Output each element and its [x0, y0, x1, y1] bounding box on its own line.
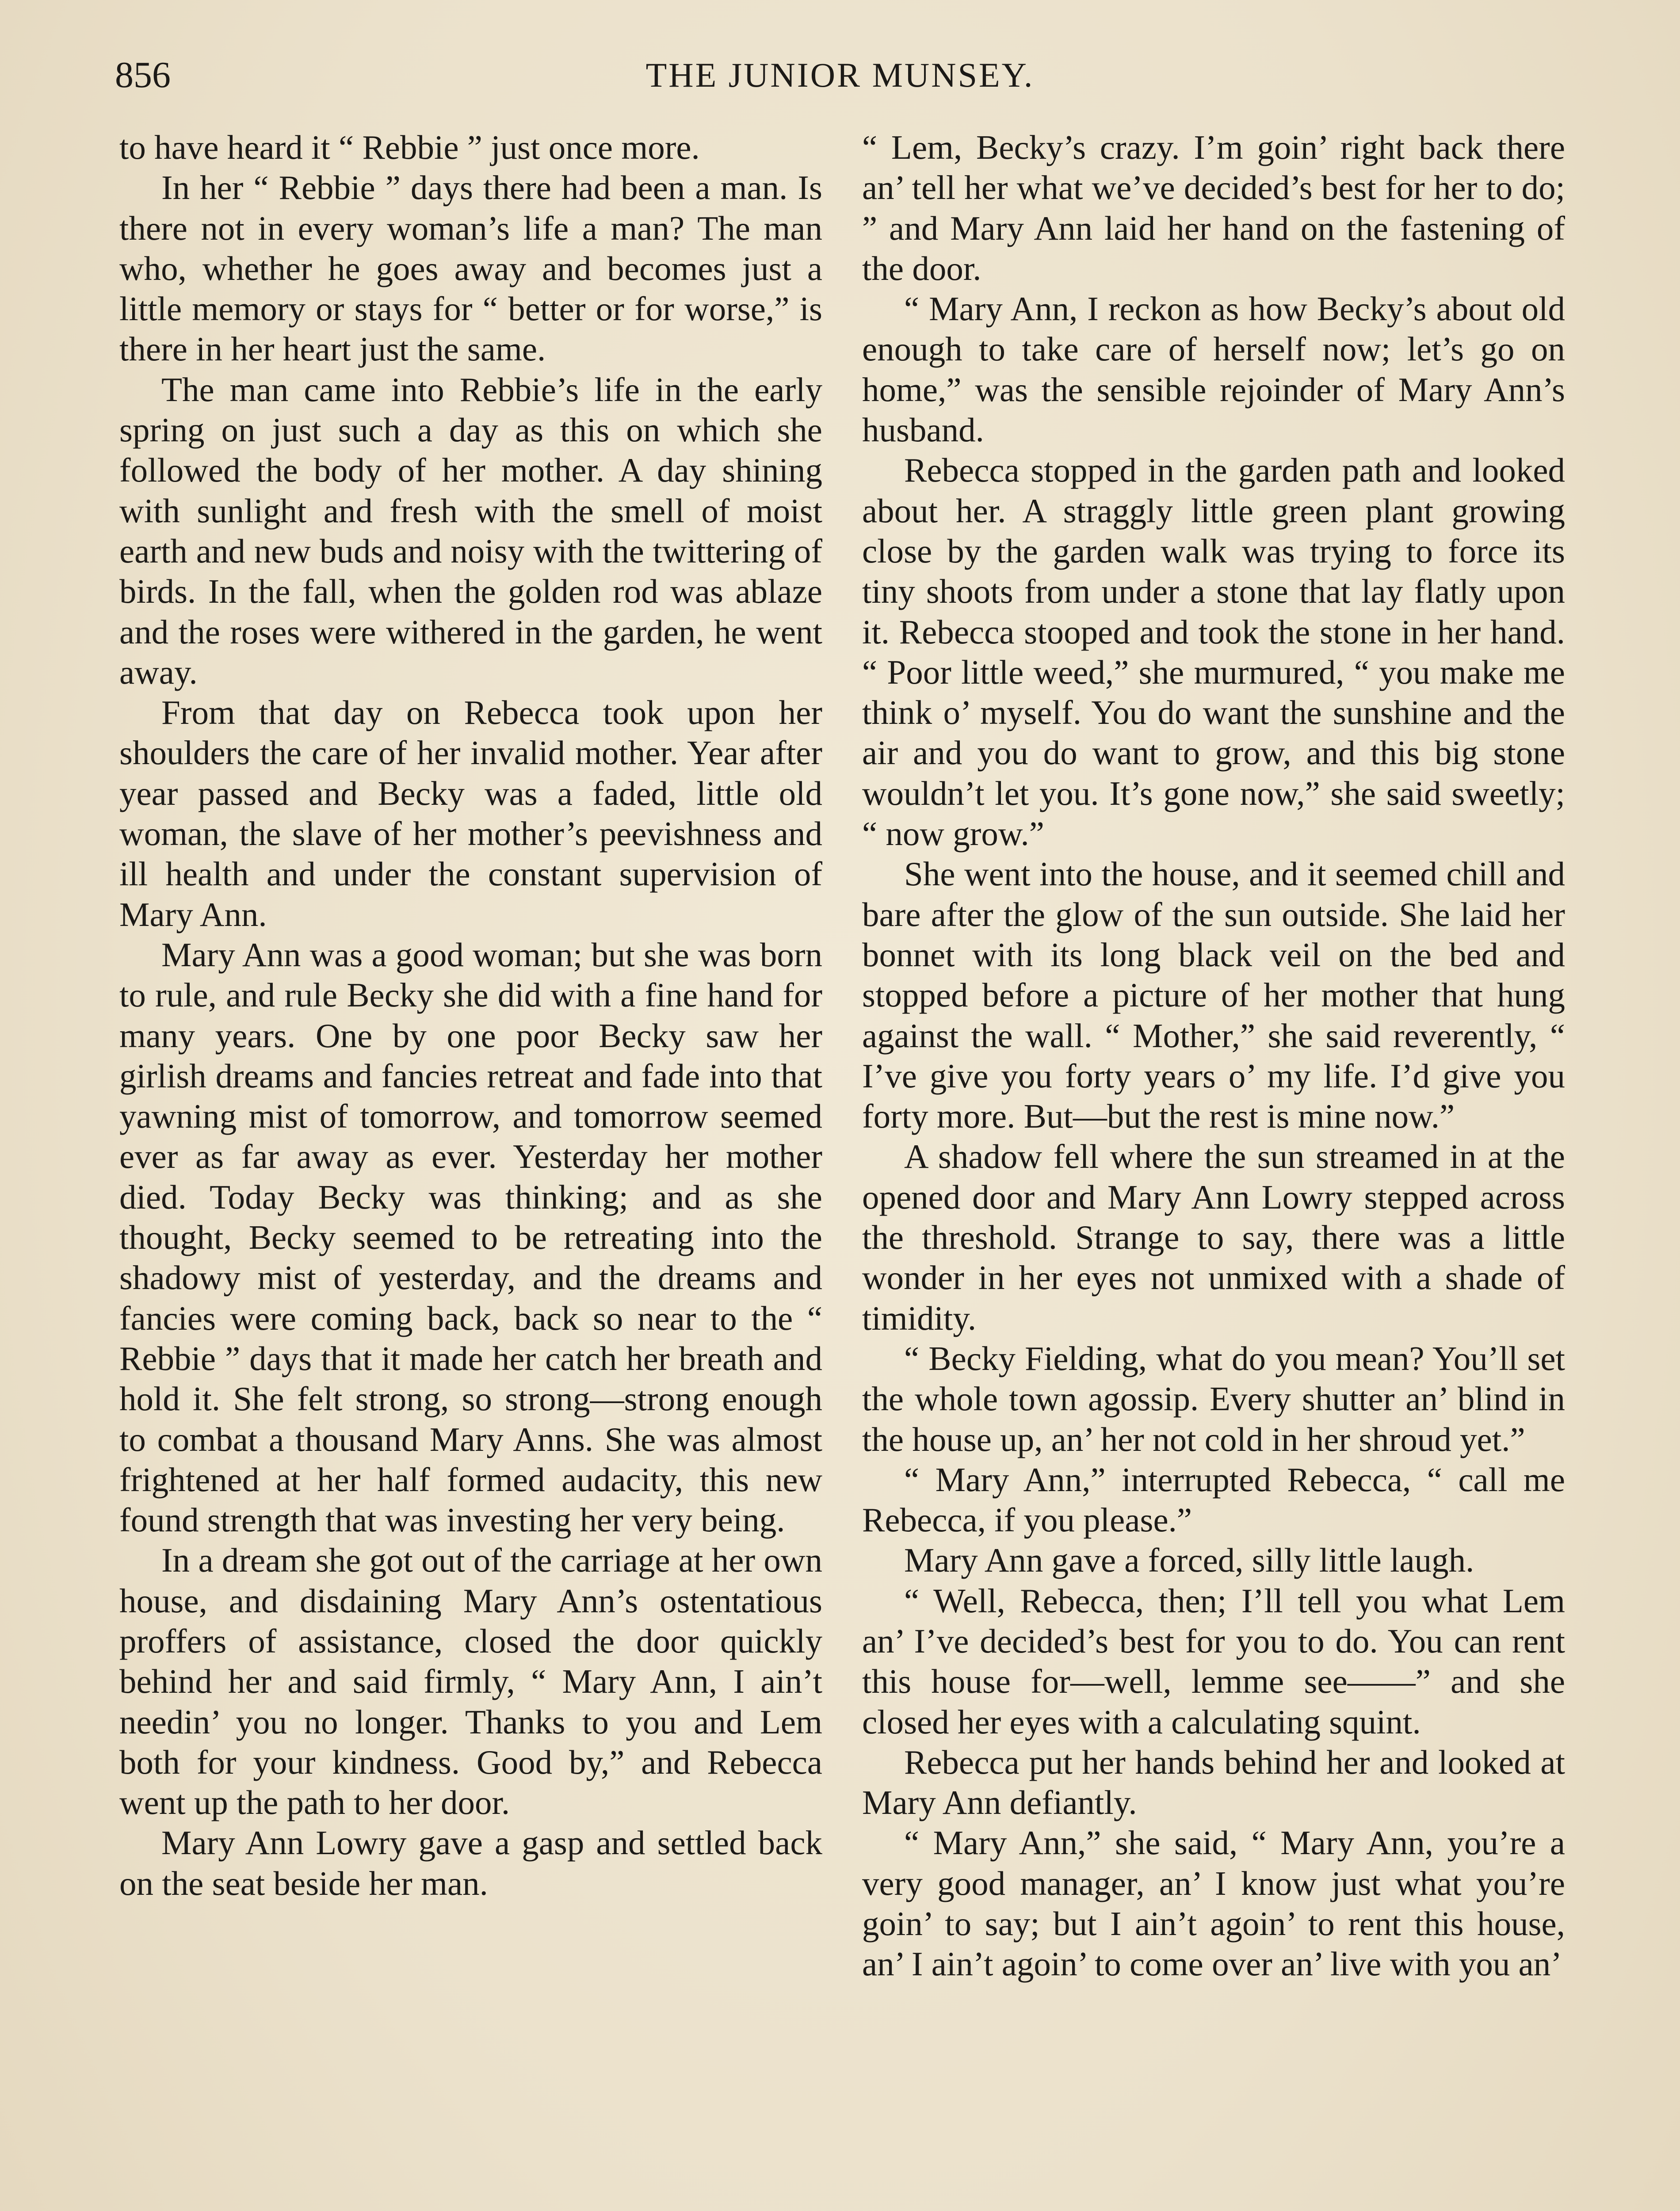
paragraph: In her “ Rebbie ” days there had been a man. Is there not in every woman’s life a man? The man who, whether he goes away and becomes just a little memory or stays for “ better or for worse,” is there in her heart just the same. — [119, 168, 822, 368]
paragraph: “ Becky Fielding, what do you mean? You’ll set the whole town agossip. Every shutter an’ blind in the house up, an’ her not cold in her shroud yet.” — [862, 1339, 1565, 1458]
page-number: 856 — [115, 54, 171, 96]
paragraph: Mary Ann was a good woman; but she was born to rule, and rule Becky she did with a fine hand for many years. One by one poor Becky saw her girlish dreams and fancies retreat and fade into that yawning mist of tomorrow, and tomorrow seemed ever as far away as ever. Yesterday her mother died. Today Becky was thinking; and as she thought, Becky seemed to be retreating into the shadowy mist of yesterday, and the dreams and fancies were coming back, back so near to the “ Rebbie ” days that it made her catch her breath and hold it. She felt strong, so strong—strong enough to combat a thousand Mary Anns. She was almost frightened at her half formed audacity, this new found strength that was investing her very being. — [119, 935, 822, 1539]
paragraph: The man came into Rebbie’s life in the early spring on just such a day as this on which she followed the body of her mother. A day shining with sunlight and fresh with the smell of moist earth and new buds and noisy with the twittering of birds. In the fall, when the golden rod was ablaze and the roses were withered in the garden, he went away. — [119, 370, 822, 691]
paragraph: “ Mary Ann, I reckon as how Becky’s about old enough to take care of herself now; let’s go on home,” was the sensible rejoinder of Mary Ann’s husband. — [862, 290, 1565, 449]
left-column — [119, 127, 822, 1904]
running-head: THE JUNIOR MUNSEY. — [645, 56, 1035, 94]
paragraph: From that day on Rebecca took upon her shoulders the care of her invalid mother. Year after year passed and Becky was a faded, little old woman, the slave of her mother’s peevishness and ill health and under the constant supervision of Mary Ann. — [119, 693, 822, 933]
paragraph: She went into the house, and it seemed chill and bare after the glow of the sun outside. She laid her bonnet with its long black veil on the bed and stopped before a picture of her mother that hung against the wall. “ Mother,” she said reverently, “ I’ve give you forty years o’ my life. I’d give you forty more. But—but the rest is mine now.” — [862, 855, 1565, 1136]
right-column — [862, 127, 1565, 1985]
paragraph: “ Well, Rebecca, then; I’ll tell you what Lem an’ I’ve decided’s best for you to do. You can rent this house for—well, lemme see——” and she closed her eyes with a calculating squint. — [862, 1581, 1565, 1741]
paragraph: Rebecca put her hands behind her and looked at Mary Ann defiantly. — [862, 1743, 1565, 1822]
page-header — [115, 44, 1565, 106]
paragraph: Mary Ann Lowry gave a gasp and settled back on the seat beside her man. — [119, 1824, 822, 1902]
paragraph: to have heard it “ Rebbie ” just once more. — [119, 128, 700, 166]
paragraph: “ Mary Ann,” interrupted Rebecca, “ call me Rebecca, if you please.” — [862, 1460, 1565, 1539]
paragraph: In a dream she got out of the carriage at her own house, and disdaining Mary Ann’s ostentatious proffers of assistance, closed the door quickly behind her and said firmly, “ Mary Ann, I ain’t needin’ you no longer. Thanks to you and Lem both for your kindness. Good by,” and Rebecca went up the path to her door. — [119, 1541, 822, 1822]
paragraph: “ Mary Ann,” she said, “ Mary Ann, you’re a very good manager, an’ I know just what you’re goin’ to say; but I ain’t agoin’ to rent this house, an’ I ain’t agoin’ to come over an’ live with you an’ — [862, 1824, 1565, 1983]
paragraph: “ Lem, Becky’s crazy. I’m goin’ right back there an’ tell her what we’ve decided’s best for her to do; ” and Mary Ann laid her hand on the fastening of the door. — [862, 128, 1565, 287]
paragraph: Mary Ann gave a forced, silly little laugh. — [904, 1541, 1474, 1580]
paragraph: A shadow fell where the sun streamed in at the opened door and Mary Ann Lowry stepped across the threshold. Strange to say, there was a little wonder in her eyes not unmixed with a shade of timidity. — [862, 1137, 1565, 1337]
paragraph: Rebecca stopped in the garden path and looked about her. A straggly little green plant growing close by the garden walk was trying to force its tiny shoots from under a stone that lay flatly upon it. Rebecca stooped and took the stone in her hand. “ Poor little weed,” she murmured, “ you make me think o’ myself. You do want the sunshine and the air and you do want to grow, and this big stone wouldn’t let you. It’s gone now,” she said sweetly; “ now grow.” — [862, 451, 1565, 853]
